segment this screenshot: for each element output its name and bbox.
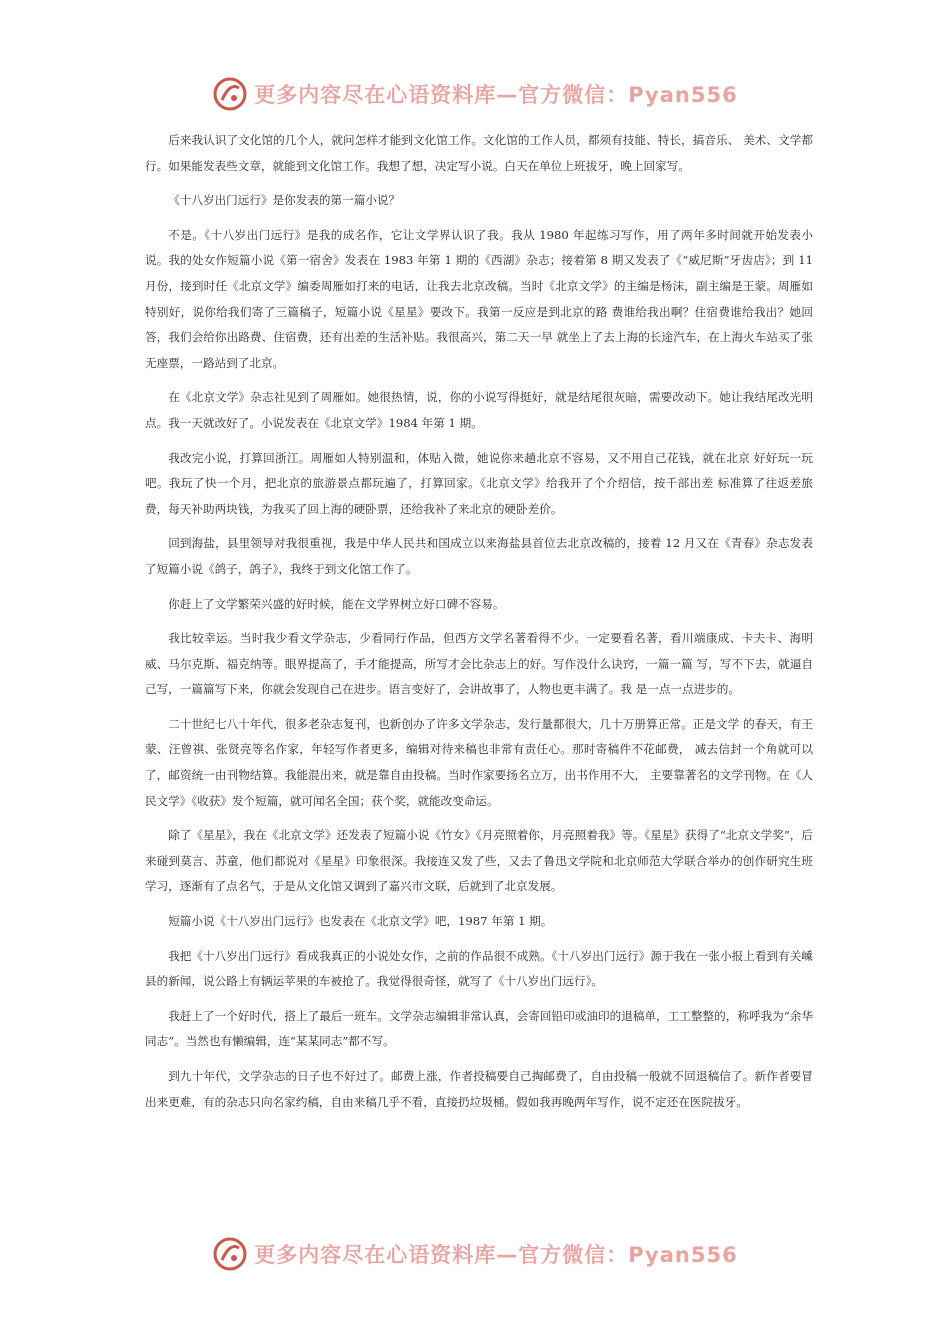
paragraph: 到九十年代，文学杂志的日子也不好过了。邮费上涨，作者投稿要自己掏邮费了，自由投稿一般就不回退稿信了。新作者要冒出来更难，有的杂志只向名家约稿，自由来稿几乎不看，直接扔垃圾桶。假如我再晚两年写作，说不定还在医院拔牙。: [145, 1069, 813, 1109]
header-banner-text: 更多内容尽在心语资料库—官方微信：Pyan556: [254, 83, 738, 107]
header-banner: [0, 72, 950, 116]
paragraph: 二十世纪七八十年代，很多老杂志复刊，也新创办了许多文学杂志，发行量都很大，几十万册算正常。正是文学 的春天，有王蒙、汪曾祺、张贤亮等名作家，年轻写作者更多，编辑对待来稿也非常有责任心。那时寄稿件不花邮费， 减去信封一个角就可以了，邮资统一由刊物结算。我能混出来，就是靠自由投稿。当时作家要扬名立万，出书作用不大， 主要靠著名的文学刊物。在《人民文学》《收获》发个短篇，就可闻名全国；获个奖，就能改变命运。: [145, 716, 813, 808]
paragraph: 回到海盐，县里领导对我很重视，我是中华人民共和国成立以来海盐县首位去北京改稿的，接着 12 月又在《青春》杂志发表了短篇小说《鸽子，鸽子》，我终于到文化馆工作了。: [145, 536, 813, 576]
seal-logo-icon: [212, 76, 248, 112]
paragraph: 除了《星星》，我在《北京文学》还发表了短篇小说《竹女》《月亮照着你，月亮照着我》等。《星星》获得了“北京文学奖”，后来碰到莫言、苏童，他们都说对《星星》印象很深。我接连又发了些，又去了鲁迅文学院和北京师范大学联合举办的创作研究生班学习，逐渐有了点名气，于是从文化馆又调到了嘉兴市文联，后就到了北京发展。: [145, 828, 813, 894]
paragraph: 短篇小说《十八岁出门远行》也发表在《北京文学》吧，1987 年第 1 期。: [168, 914, 553, 929]
paragraph: 不是。《十八岁出门远行》是我的成名作，它让文学界认识了我。我从 1980 年起练习写作，用了两年多时间就开始发表小说。我的处女作短篇小说《第一宿舍》发表在 1983 年第 1 期的《西湖》杂志；接着第 8 期又发表了《“威尼斯”牙齿店》；到 11 月份，接到时任《北京文学》编委周雁如打来的电话，让我去北京改稿。当时《北京文学》的主编是杨沫，副主编是王蒙。周雁如特别好，说你给我们寄了三篇稿子，短篇小说《星星》要改下。我第一反应是到北京的路 费谁给我出啊？住宿费谁给我出？她回答，我们会给你出路费、住宿费，还有出差的生活补贴。我很高兴，第二天一早 就坐上了去上海的长途汽车，在上海火车站买了张无座票，一路站到了北京。: [145, 227, 813, 370]
paragraph: 我比较幸运。当时我少看文学杂志，少看同行作品，但西方文学名著看得不少。一定要看名著，看川端康成、卡夫卡、海明威、马尔克斯、福克纳等。眼界提高了，手才能提高，所写才会比杂志上的好。写作没什么诀窍，一篇一篇 写，写不下去，就逼自己写，一篇篇写下来，你就会发现自己在进步。语言变好了，会讲故事了，人物也更丰满了。我 是一点一点进步的。: [145, 631, 813, 697]
seal-logo-icon: [212, 1236, 248, 1272]
paragraph: 后来我认识了文化馆的几个人，就问怎样才能到文化馆工作。文化馆的工作人员，都须有技能、特长，搞音乐、 美术、文学都行。如果能发表些文章，就能到文化馆工作。我想了想，决定写小说。白天在单位上班拔牙，晚上回家写。: [145, 133, 813, 173]
paragraph: 我赶上了一个好时代，搭上了最后一班车。文学杂志编辑非常认真，会寄回铅印或油印的退稿单，工工整整的，称呼我为“余华同志”。当然也有懒编辑，连“某某同志”都不写。: [145, 1008, 813, 1049]
paragraph: 在《北京文学》杂志社见到了周雁如。她很热情，说，你的小说写得挺好，就是结尾很灰暗，需要改动下。她让我结尾改光明点。我一天就改好了。小说发表在《北京文学》1984 年第 1 期。: [145, 390, 813, 430]
paragraph: 我改完小说，打算回浙江。周雁如人特别温和，体贴入微，她说你来趟北京不容易，又不用自己花钱，就在北京 好好玩一玩吧。我玩了快一个月，把北京的旅游景点都玩遍了，打算回家。《北京文学》给我开了个介绍信，按千部出差 标准算了往返差旅费，每天补助两块钱，为我买了回上海的硬卧票，还给我补了来北京的硬卧差价。: [145, 450, 813, 516]
paragraph: 我把《十八岁出门远行》看成我真正的小说处女作，之前的作品很不成熟。《十八岁出门远行》源于我在一张小报上看到有关嵊县的新闻，说公路上有辆运苹果的车被抢了。我觉得很奇怪，就写了《十八岁出门远行》。: [145, 948, 813, 989]
paragraph: 《十八岁出门远行》是你发表的第一篇小说？: [168, 193, 401, 208]
article-body: [145, 128, 813, 1124]
footer-banner-text: 更多内容尽在心语资料库—官方微信：Pyan556: [254, 1243, 738, 1267]
footer-banner: [0, 1232, 950, 1276]
paragraph: 你赶上了文学繁荣兴盛的好时候，能在文学界树立好口碑不容易。: [168, 596, 505, 611]
